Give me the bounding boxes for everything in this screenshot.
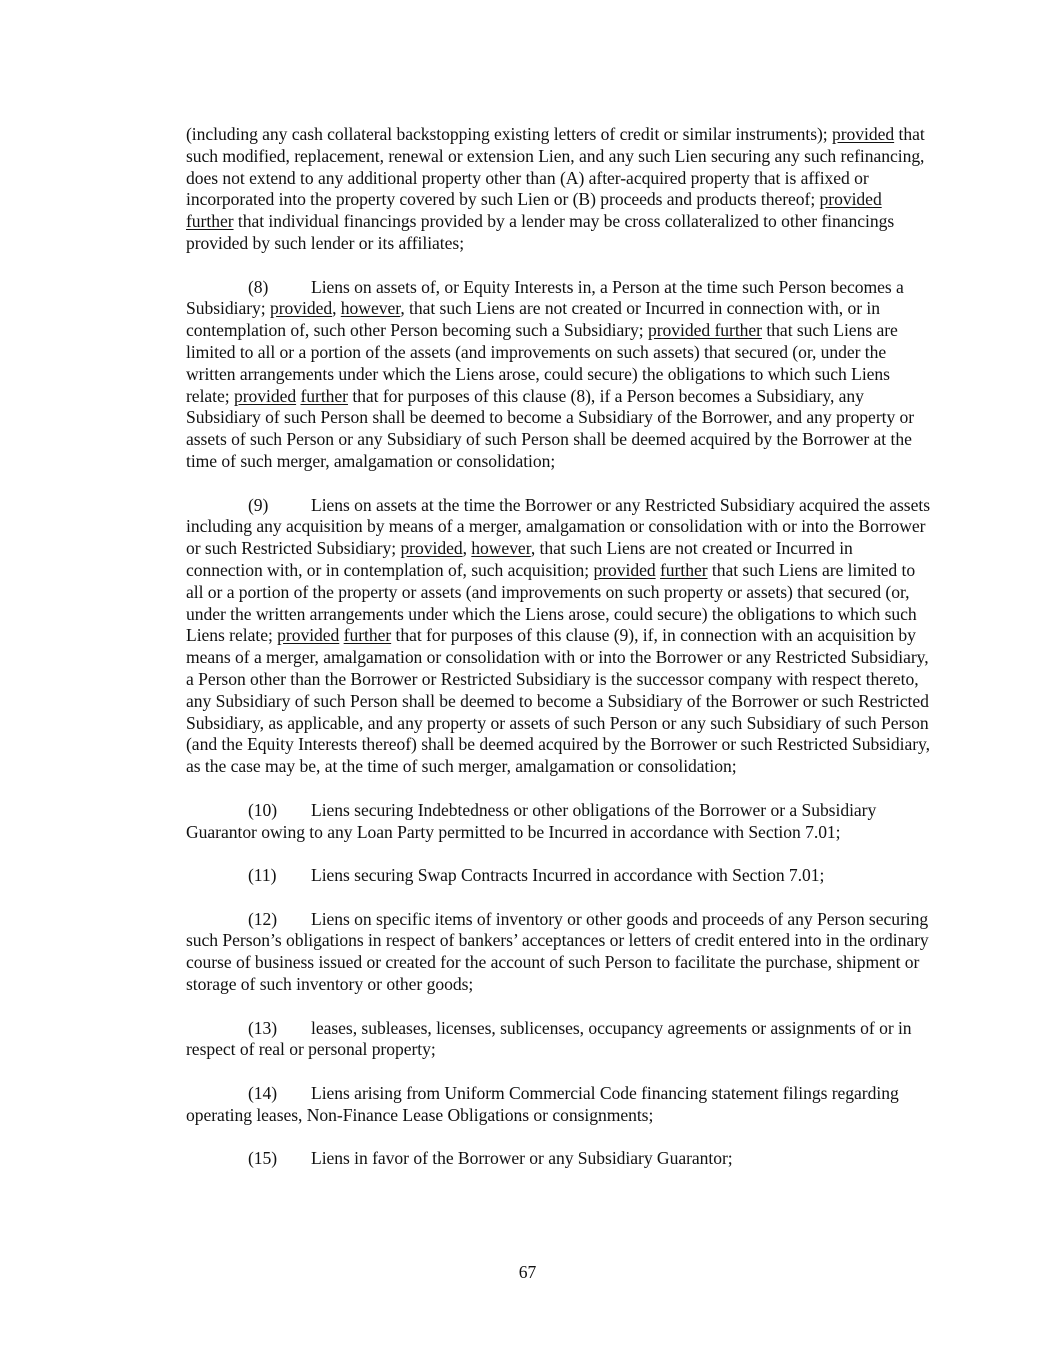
- clause-12: [186, 909, 932, 996]
- clause-text: Liens in favor of the Borrower or any Subsidiary Guarantor;: [311, 1148, 733, 1169]
- clause-text: Liens securing Swap Contracts Incurred in accordance with Section 7.01;: [311, 865, 825, 886]
- clause-text: Liens arising from Uniform Commercial Code financing statement filings regarding operating leases, Non-Finance Lease Obligations or consignments;: [186, 1083, 899, 1125]
- underlined-term: however: [471, 538, 531, 559]
- text-run: that such Liens are limited to all or a portion of the assets (and improvements on such assets) that secured (or, under the written arrangements under which the Liens arose, could secure) the obligations to which such Liens relate;: [186, 320, 898, 406]
- text-run: (including any cash collateral backstopping existing letters of credit or similar instruments);: [186, 124, 832, 144]
- underlined-term: further: [343, 625, 392, 646]
- text-run: , that such Liens are not created or Incurred in connection with, or in contemplation of, such other Person becoming such a Subsidiary;: [186, 298, 880, 341]
- text-run: , that such Liens are not created or Incurred in connection with, or in contemplation of, such acquisition;: [186, 538, 853, 580]
- continuation-paragraph: [186, 124, 932, 255]
- clause-number: (9): [248, 494, 269, 515]
- text-run: that such Liens are limited to all or a portion of the property or assets (and improvements on such property or assets) that secured (or, under the written arrangements under which the Liens arose, could secure) the obligations to which such Liens relate;: [186, 559, 917, 646]
- text-run: that for purposes of this clause (8), if a Person becomes a Subsidiary, any Subsidiary of such Person shall be deemed to become a Subsidiary of the Borrower, and any property or assets of such Person or any Subsidiary of such Person shall be deemed acquired by the Borrower at the time of such merger, amalgamation or consolidation;: [186, 385, 915, 471]
- clause-number: (12): [248, 908, 278, 929]
- underlined-term: provided: [832, 124, 895, 144]
- underlined-term: provided: [819, 189, 882, 210]
- clause-13: [186, 1018, 932, 1062]
- underlined-term: provided: [593, 559, 656, 580]
- text-run: that such modified, replacement, renewal or extension Lien, and any such Lien securing any such refinancing, does not extend to any additional property other than (A) after-acquired property that is affixed or incorporated into the property covered by such Lien or (B) proceeds and products thereof;: [186, 124, 925, 210]
- underlined-term: further: [300, 385, 348, 406]
- document-body: [186, 124, 932, 1192]
- underlined-term: provided: [277, 625, 340, 646]
- clause-number: (14): [248, 1083, 278, 1104]
- text-run: that for purposes of this clause (9), if, in connection with an acquisition by means of a merger, amalgamation or consolidation with or into the Borrower or any Restricted Subsidiary, a Person other than the Borrower or Restricted Subsidiary is the successor company with respect thereto, any Subsidiary of such Person shall be deemed to become a Subsidiary of the Borrower or such Restricted Subsidiary, as applicable, and any property or assets of such Person or any such Subsidiary of such Person (and the Equity Interests thereof) shall be deemed acquired by the Borrower or such Restricted Subsidiary, as the case may be, at the time of such merger, amalgamation or consolidation;: [186, 625, 930, 777]
- underlined-term: provided further: [647, 320, 762, 341]
- clause-14: [186, 1083, 932, 1127]
- underlined-term: provided: [400, 538, 463, 559]
- clause-text: Liens on specific items of inventory or other goods and proceeds of any Person securing such Person’s obligations in respect of bankers’ acceptances or letters of credit entered into in the ordinary course of business issued or created for the account of such Person to facilitate the purchase, shipment or storage of such inventory or other goods;: [186, 908, 929, 995]
- text-run: ,: [332, 298, 341, 319]
- clause-15: [186, 1148, 932, 1170]
- clause-number: (11): [248, 865, 277, 886]
- text-run: Liens on assets of, or Equity Interests in, a Person at the time such Person becomes a Subsidiary;: [186, 276, 904, 319]
- text-run: Liens on assets at the time the Borrower or any Restricted Subsidiary acquired the assets including any acquisition by means of a merger, amalgamation or consolidation with or into the Borrower or such Restricted Subsidiary;: [186, 494, 930, 559]
- clause-10: [186, 800, 932, 844]
- text-run: ,: [462, 538, 472, 559]
- underlined-term: provided: [269, 298, 333, 319]
- underlined-term: provided: [233, 385, 297, 406]
- underlined-term: however: [340, 298, 401, 319]
- text-run: that individual financings provided by a lender may be cross collateralized to other financings provided by such lender or its affiliates;: [186, 211, 895, 253]
- clause-number: (10): [248, 799, 278, 820]
- underlined-term: further: [660, 559, 708, 580]
- clause-number: (8): [248, 276, 269, 297]
- clause-number: (15): [248, 1148, 278, 1169]
- page-number: 67: [518, 1262, 537, 1282]
- clause-8: [186, 277, 932, 473]
- underlined-term: further: [186, 211, 234, 232]
- clause-text: leases, subleases, licenses, sublicenses, occupancy agreements or assignments of or in respect of real or personal property;: [186, 1017, 912, 1060]
- clause-number: (13): [248, 1017, 278, 1038]
- clause-9: [186, 495, 932, 778]
- clause-text: Liens securing Indebtedness or other obligations of the Borrower or a Subsidiary Guarantor owing to any Loan Party permitted to be Incurred in accordance with Section 7.01;: [186, 799, 877, 842]
- clause-11: [186, 865, 932, 887]
